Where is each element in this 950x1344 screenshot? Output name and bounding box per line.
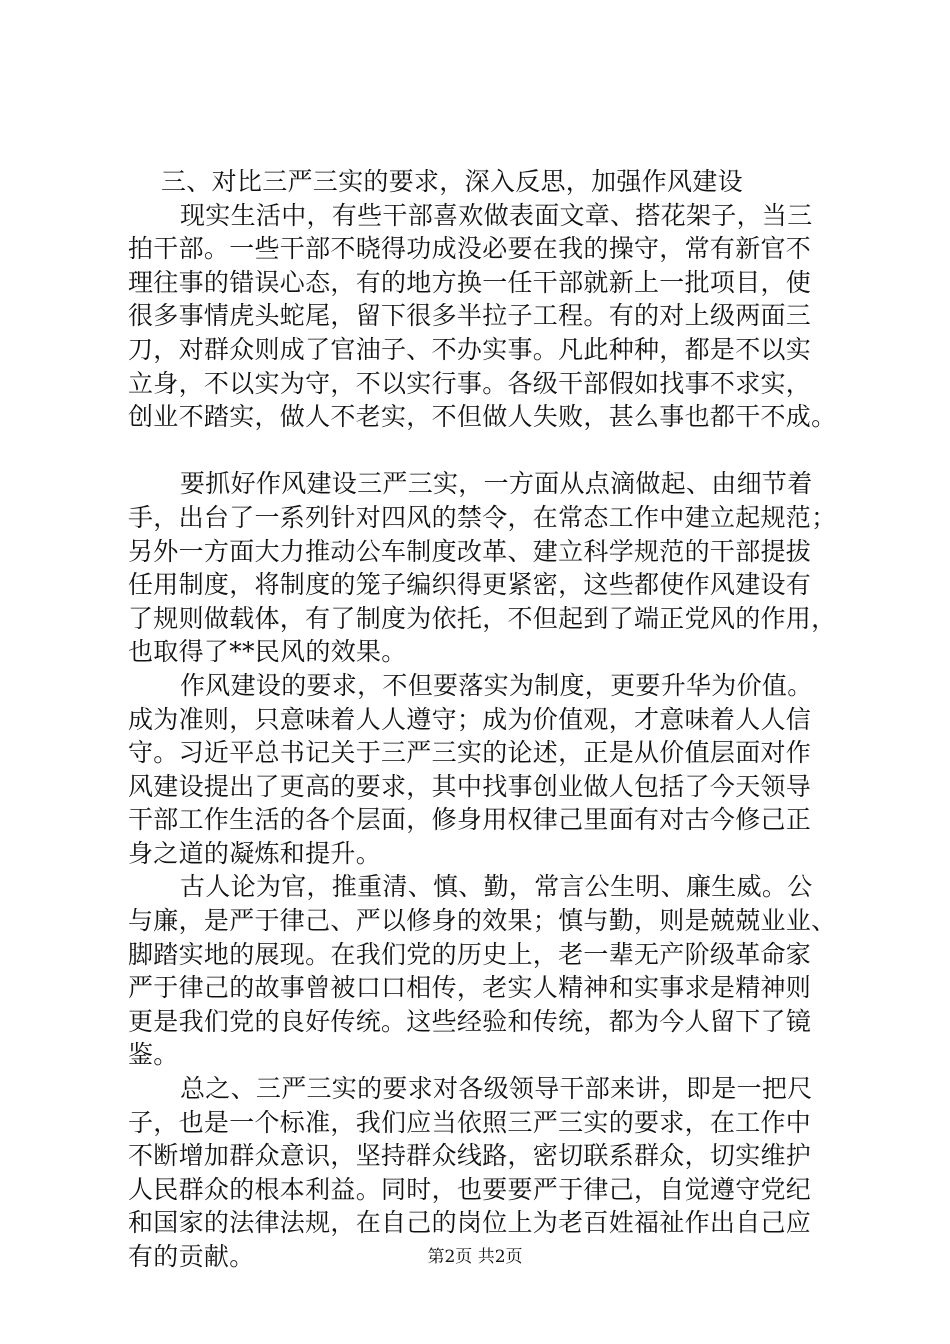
text-line: 手，出台了一系列针对四风的禁令，在常态工作中建立起规范； — [128, 502, 837, 532]
paragraph-4 — [128, 870, 848, 1072]
text-line: 创业不踏实，做人不老实，不但做人失败，甚么事也都干不成。 — [128, 402, 837, 432]
page-number-footer: 第2页 共2页 — [427, 1247, 523, 1267]
text-line: 立身，不以实为守，不以实行事。各级干部假如找事不求实， — [128, 368, 812, 398]
text-line: 拍干部。一些干部不晓得功成没必要在我的操守，常有新官不 — [128, 234, 812, 264]
text-line: 理往事的错误心态，有的地方换一任干部就新上一批项目，使 — [128, 267, 812, 297]
text-line: 鉴。 — [128, 1040, 179, 1070]
text-line: 不断增加群众意识，坚持群众线路，密切联系群众，切实维护 — [128, 1141, 812, 1171]
text-line: 任用制度，将制度的笼子编织得更紧密，这些都使作风建设有 — [128, 570, 812, 600]
text-line: 了规则做载体，有了制度为依托，不但起到了端正党风的作用， — [128, 603, 837, 633]
text-line: 成为准则，只意味着人人遵守；成为价值观，才意味着人人信 — [128, 704, 812, 734]
text-line: 也取得了**民风的效果。 — [128, 637, 407, 667]
text-line: 和国家的法律法规，在自己的岗位上为老百姓福祉作出自己应 — [128, 1208, 812, 1238]
text-line: 总之、三严三实的要求对各级领导干部来讲，即是一把尺 — [180, 1074, 813, 1104]
paragraph-spacer — [128, 434, 848, 468]
text-line: 作风建设的要求，不但要落实为制度，更要升华为价值。 — [180, 670, 813, 700]
text-line: 身之道的凝炼和提升。 — [128, 838, 382, 868]
text-line: 人民群众的根本利益。同时，也要要严于律己，自觉遵守党纪 — [128, 1174, 812, 1204]
text-line: 严于律己的故事曾被口口相传，老实人精神和实事求是精神则 — [128, 973, 812, 1003]
text-line: 风建设提出了更高的要求，其中找事创业做人包括了今天领导 — [128, 771, 812, 801]
text-line: 守。习近平总书记关于三严三实的论述，正是从价值层面对作 — [128, 738, 812, 768]
text-line: 很多事情虎头蛇尾，留下很多半拉子工程。有的对上级两面三 — [128, 301, 812, 331]
text-line: 另外一方面大力推动公车制度改革、建立科学规范的干部提拔 — [128, 536, 812, 566]
text-line: 古人论为官，推重清、慎、勤，常言公生明、廉生威。公 — [180, 872, 813, 902]
text-line: 更是我们党的良好传统。这些经验和传统，都为今人留下了镜 — [128, 1006, 812, 1036]
text-line: 要抓好作风建设三严三实，一方面从点滴做起、由细节着 — [180, 469, 813, 499]
text-line: 现实生活中，有些干部喜欢做表面文章、搭花架子，当三 — [180, 200, 813, 230]
paragraph-2 — [128, 467, 848, 669]
text-line: 刀，对群众则成了官油子、不办实事。凡此种种，都是不以实 — [128, 334, 812, 364]
text-line: 与廉，是严于律己、严以修身的效果；慎与勤，则是兢兢业业、 — [128, 906, 837, 936]
text-line: 干部工作生活的各个层面，修身用权律己里面有对古今修己正 — [128, 805, 812, 835]
paragraph-3 — [128, 669, 848, 871]
section-heading: 三、对比三严三实的要求，深入反思，加强作风建设 — [161, 167, 743, 196]
document-body — [128, 165, 848, 1274]
text-line: 脚踏实地的展现。在我们党的历史上，老一辈无产阶级革命家 — [128, 939, 812, 969]
text-line: 有的贡献。 — [128, 1242, 255, 1271]
text-line: 子，也是一个标准，我们应当依照三严三实的要求，在工作中 — [128, 1107, 812, 1137]
paragraph-1 — [128, 199, 848, 434]
